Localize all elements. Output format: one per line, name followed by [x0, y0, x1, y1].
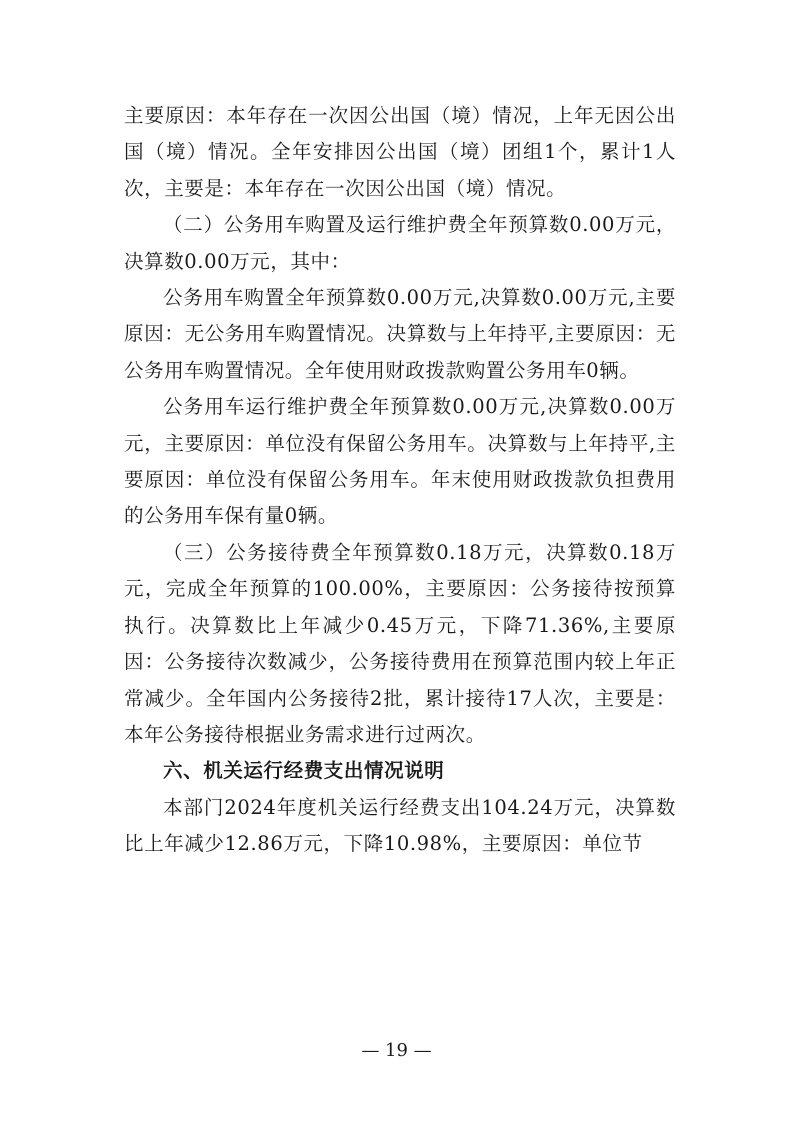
paragraph-reception-fees: （三）公务接待费全年预算数0.18万元，决算数0.18万元，完成全年预算的100.00%，主要原因：公务接待按预算执行。决算数比上年减少0.45万元，下降71.36%,主要原因：公务接待次数减少，公务接待费用在预算范围内较上年正常减少。全年国内公务接待2批，累计接待17人次，主要是：本年公务接待根据业务需求进行过两次。: [124, 540, 676, 746]
page-number: — 19 —: [361, 1040, 432, 1061]
paragraph-vehicle-maintenance: 公务用车运行维护费全年预算数0.00万元,决算数0.00万元，主要原因：单位没有保留公务用车。决算数与上年持平,主要原因：单位没有保留公务用车。年末使用财政拨款负担费用的公务用车保有量0辆。: [124, 395, 676, 528]
paragraph-operating-expenses: 本部门2024年度机关运行经费支出104.24万元，决算数比上年减少12.86万元，下降10.98%，主要原因：单位节: [124, 795, 676, 856]
section-heading: 六、机关运行经费支出情况说明: [163, 759, 445, 783]
paragraph-continuation: 主要原因：本年存在一次因公出国（境）情况，上年无因公出国（境）情况。全年安排因公出国（境）团组1个，累计1人次，主要是：本年存在一次因公出国（境）情况。: [124, 104, 676, 200]
document-body: [124, 98, 676, 863]
paragraph-vehicle-purchase: 公务用车购置全年预算数0.00万元,决算数0.00万元,主要原因：无公务用车购置情况。决算数与上年持平,主要原因：无公务用车购置情况。全年使用财政拨款购置公务用车0辆。: [124, 286, 676, 382]
paragraph-vehicle-summary: （二）公务用车购置及运行维护费全年预算数0.00万元，决算数0.00万元，其中：: [124, 213, 676, 273]
